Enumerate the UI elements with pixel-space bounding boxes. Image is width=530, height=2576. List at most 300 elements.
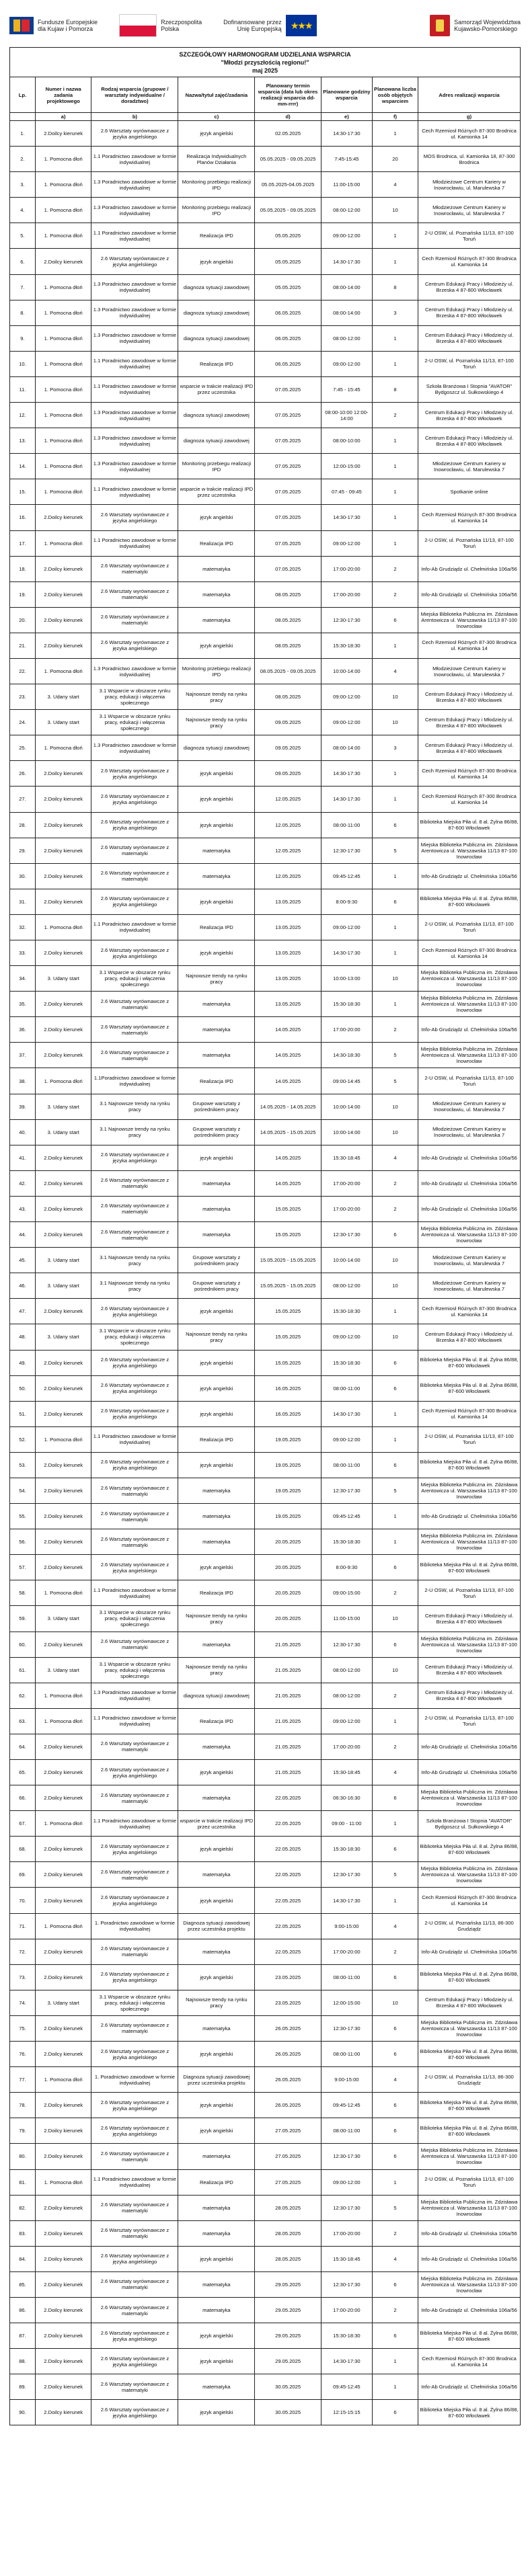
cell-liczba: 10 [372, 710, 418, 735]
cell-lp: 77. [10, 2067, 36, 2093]
cell-adres: Cech Rzemiosł Różnych 87-300 Brodnica ul. Kamionka 14 [418, 2349, 521, 2374]
cell-godziny: 10:00-14:00 [321, 1248, 372, 1273]
cell-zadanie: 2.Doilcy kierunek [35, 2271, 91, 2297]
cell-termin: 12.05.2025 [255, 863, 321, 889]
cell-lp: 28. [10, 812, 36, 838]
cell-godziny: 08:00-11:00 [321, 1964, 372, 1990]
cell-rodzaj: 1.1 Poradnictwo zawodowe w formie indywidualnej [91, 1580, 178, 1606]
cell-lp: 47. [10, 1299, 36, 1324]
title-line2: "Młodzi przyszłością regionu!" [221, 59, 309, 66]
cell-liczba: 10 [372, 1119, 418, 1145]
cell-termin: 26.05.2025 [255, 2093, 321, 2118]
cell-termin: 07.05.2025 [255, 530, 321, 556]
cell-rodzaj: 2.6 Warsztaty wyrównawcze z języka angielskiego [91, 633, 178, 658]
cell-lp: 81. [10, 2169, 36, 2195]
cell-liczba: 5 [372, 1862, 418, 1888]
cell-termin: 13.05.2025 [255, 889, 321, 914]
letter-cell: g) [418, 113, 521, 121]
cell-nazwa: język angielski [178, 1555, 255, 1580]
cell-nazwa: Realizacja IPD [178, 914, 255, 940]
table-row [10, 658, 521, 684]
cell-godziny: 17:00-20:00 [321, 1196, 372, 1221]
cell-rodzaj: 2.6 Warsztaty wyrównawcze z matematyki [91, 2195, 178, 2220]
table-row [10, 325, 521, 351]
cell-liczba: 1 [372, 2374, 418, 2400]
table-row [10, 2246, 521, 2271]
cell-adres: Info-Ab Grudziądz ul. Chełmińska 106a/56 [418, 1760, 521, 1785]
cell-godziny: 12:30-17:30 [321, 607, 372, 633]
cell-godziny: 14:30-17:30 [321, 505, 372, 530]
cell-rodzaj: 2.6 Warsztaty wyrównawcze z matematyki [91, 607, 178, 633]
cell-zadanie: 1. Pomocna dłoń [35, 1426, 91, 1452]
cell-rodzaj: 2.6 Warsztaty wyrównawcze z matematyki [91, 1785, 178, 1811]
cell-termin: 07.05.2025 [255, 376, 321, 402]
table-row [10, 403, 521, 428]
cell-godziny: 08:00-11:00 [321, 1375, 372, 1401]
cell-godziny: 17:00-20:00 [321, 1734, 372, 1759]
cell-zadanie: 2.Doilcy kierunek [35, 1862, 91, 1888]
cell-godziny: 06:30-16:30 [321, 1785, 372, 1811]
cell-rodzaj: 2.6 Warsztaty wyrównawcze z języka angielskiego [91, 249, 178, 274]
cell-termin: 19.05.2025 [255, 1452, 321, 1478]
header-lp: Lp. [10, 77, 36, 113]
table-row [10, 1529, 521, 1555]
cell-godziny: 15:30-18:30 [321, 1837, 372, 1862]
cell-rodzaj: 2.6 Warsztaty wyrównawcze z języka angielskiego [91, 1760, 178, 1785]
table-row [10, 1170, 521, 1196]
cell-godziny: 14:30-17:30 [321, 2349, 372, 2374]
cell-liczba: 1 [372, 940, 418, 966]
schedule-table [9, 77, 521, 2425]
cell-lp: 50. [10, 1375, 36, 1401]
cell-liczba: 4 [372, 172, 418, 198]
cell-rodzaj: 3.1 Wsparcie w obszarze rynku pracy, edukacji i włączenia społecznego [91, 684, 178, 710]
cell-godziny: 12:30-17:30 [321, 2195, 372, 2220]
cell-liczba: 1 [372, 1299, 418, 1324]
cell-godziny: 09:00-12:00 [321, 351, 372, 376]
cell-liczba: 2 [372, 1017, 418, 1043]
cell-lp: 74. [10, 1990, 36, 2015]
cell-liczba: 10 [372, 684, 418, 710]
cell-liczba: 6 [372, 889, 418, 914]
cell-termin: 14.05.2025 [255, 1043, 321, 1068]
cell-godziny: 15:30-18:30 [321, 1299, 372, 1324]
cell-godziny: 14:30-17:30 [321, 761, 372, 787]
cell-godziny: 15:30-18:30 [321, 1529, 372, 1555]
cell-liczba: 1 [372, 1888, 418, 1913]
table-row [10, 2323, 521, 2349]
cell-nazwa: język angielski [178, 761, 255, 787]
cell-godziny: 8:00-9:30 [321, 1555, 372, 1580]
table-row [10, 274, 521, 300]
cell-nazwa: język angielski [178, 633, 255, 658]
cell-nazwa: język angielski [178, 1452, 255, 1478]
cell-godziny: 15:30-18:30 [321, 1350, 372, 1375]
cell-adres: Młodzieżowe Centrum Kariery w Inowrocławiu, ul. Marulewska 7 [418, 1273, 521, 1299]
cell-godziny: 17:00-20:00 [321, 556, 372, 581]
cell-nazwa: matematyka [178, 1017, 255, 1043]
cell-godziny: 12:00-15:00 [321, 454, 372, 479]
cell-zadanie: 1. Pomocna dłoń [35, 454, 91, 479]
cell-termin: 21.05.2025 [255, 1657, 321, 1683]
cell-lp: 83. [10, 2220, 36, 2246]
cell-nazwa: wsparcie w trakcie realizacji IPD przez uczestnika [178, 479, 255, 505]
cell-liczba: 5 [372, 838, 418, 863]
table-row [10, 1760, 521, 1785]
cell-lp: 34. [10, 966, 36, 992]
table-row [10, 1888, 521, 1913]
cell-lp: 60. [10, 1632, 36, 1657]
header-liczba: Planowana liczba osób objętych wsparciem [372, 77, 418, 113]
cell-lp: 53. [10, 1452, 36, 1478]
cell-rodzaj: 1.1 Poradnictwo zawodowe w formie indywidualnej [91, 2169, 178, 2195]
cell-lp: 41. [10, 1145, 36, 1170]
cell-termin: 30.05.2025 [255, 2374, 321, 2400]
table-row [10, 863, 521, 889]
cell-termin: 22.05.2025 [255, 1837, 321, 1862]
cell-adres: Biblioteka Miejska Piła ul. 8 al. Żylna 86/88, 87-600 Włocławek [418, 2118, 521, 2144]
cell-lp: 49. [10, 1350, 36, 1375]
cell-termin: 14.05.2025 [255, 1068, 321, 1094]
table-row [10, 2067, 521, 2093]
cell-lp: 40. [10, 1119, 36, 1145]
cell-nazwa: matematyka [178, 2195, 255, 2220]
cell-zadanie: 1. Pomocna dłoń [35, 300, 91, 325]
cell-zadanie: 1. Pomocna dłoń [35, 1913, 91, 1939]
cell-zadanie: 2.Doilcy kierunek [35, 1452, 91, 1478]
cell-termin: 27.05.2025 [255, 2144, 321, 2169]
cell-lp: 56. [10, 1529, 36, 1555]
cell-godziny: 7:45-15:45 [321, 147, 372, 172]
cell-liczba: 10 [372, 1273, 418, 1299]
cell-zadanie: 2.Doilcy kierunek [35, 863, 91, 889]
cell-rodzaj: 2.6 Warsztaty wyrównawcze z języka angielskiego [91, 121, 178, 147]
table-row [10, 1299, 521, 1324]
cell-liczba: 1 [372, 633, 418, 658]
table-row [10, 454, 521, 479]
cell-rodzaj: 2.6 Warsztaty wyrównawcze z matematyki [91, 2015, 178, 2041]
cell-lp: 36. [10, 1017, 36, 1043]
cell-nazwa: język angielski [178, 1401, 255, 1426]
letter-cell: b) [91, 113, 178, 121]
table-row [10, 505, 521, 530]
table-row [10, 1657, 521, 1683]
cell-adres: Młodzieżowe Centrum Kariery w Inowrocławiu, ul. Marulewska 7 [418, 1248, 521, 1273]
cell-godziny: 14:30-17:30 [321, 1401, 372, 1426]
letter-cell: c) [178, 113, 255, 121]
cell-liczba: 1 [372, 1504, 418, 1529]
cell-liczba: 6 [372, 2015, 418, 2041]
cell-liczba: 1 [372, 914, 418, 940]
cell-zadanie: 1. Pomocna dłoń [35, 223, 91, 249]
cell-lp: 22. [10, 658, 36, 684]
cell-lp: 55. [10, 1504, 36, 1529]
cell-rodzaj: 2.6 Warsztaty wyrównawcze z matematyki [91, 2271, 178, 2297]
cell-liczba: 6 [372, 2271, 418, 2297]
cell-adres: Centrum Edukacji Pracy i Młodzieży ul. Brzeska 4 87-800 Włocławek [418, 325, 521, 351]
cell-liczba: 5 [372, 1068, 418, 1094]
cell-godziny: 08:00-12:00 [321, 198, 372, 223]
cell-nazwa: język angielski [178, 1964, 255, 1990]
cell-termin: 09.05.2025 [255, 710, 321, 735]
cell-liczba: 20 [372, 147, 418, 172]
cell-lp: 44. [10, 1222, 36, 1248]
cell-rodzaj: 3.1 Wsparcie w obszarze rynku pracy, edukacji i włączenia społecznego [91, 1606, 178, 1632]
cell-adres: Miejska Biblioteka Publiczna im. Zdzisława Arentowicza ul. Warszawska 11/13 87-100 Inowrocław [418, 1478, 521, 1503]
cell-adres: 2-U OSW, ul. Poznańska 11/13, 86-300 Grudziądz [418, 1913, 521, 1939]
cell-rodzaj: 1.1 Poradnictwo zawodowe w formie indywidualnej [91, 530, 178, 556]
cell-zadanie: 2.Doilcy kierunek [35, 1043, 91, 1068]
cell-godziny: 12:30-17:30 [321, 2015, 372, 2041]
cell-termin: 07.05.2025 [255, 505, 321, 530]
cell-rodzaj: 2.6 Warsztaty wyrównawcze z matematyki [91, 2220, 178, 2246]
cell-rodzaj: 2.6 Warsztaty wyrównawcze z języka angielskiego [91, 1452, 178, 1478]
cell-rodzaj: 3.1 Wsparcie w obszarze rynku pracy, edukacji i włączenia społecznego [91, 1990, 178, 2015]
cell-nazwa: język angielski [178, 1837, 255, 1862]
cell-termin: 29.05.2025 [255, 2271, 321, 2297]
table-row [10, 2271, 521, 2297]
cell-adres: Info-Ab Grudziądz ul. Chełmińska 106a/56 [418, 2220, 521, 2246]
cell-lp: 51. [10, 1401, 36, 1426]
table-row [10, 1375, 521, 1401]
cell-nazwa: Realizacja IPD [178, 530, 255, 556]
cell-rodzaj: 1.1Poradnictwo zawodowe w formie indywidualnej [91, 1068, 178, 1094]
cell-lp: 88. [10, 2349, 36, 2374]
cell-liczba: 10 [372, 1094, 418, 1119]
cell-godziny: 12:00-15:00 [321, 1990, 372, 2015]
cell-adres: Info-Ab Grudziądz ul. Chełmińska 106a/56 [418, 2246, 521, 2271]
cell-godziny: 12:30-17:30 [321, 1222, 372, 1248]
cell-zadanie: 1. Pomocna dłoń [35, 1683, 91, 1708]
cell-zadanie: 2.Doilcy kierunek [35, 812, 91, 838]
cell-termin: 22.05.2025 [255, 1862, 321, 1888]
cell-nazwa: matematyka [178, 1862, 255, 1888]
cell-lp: 75. [10, 2015, 36, 2041]
cell-rodzaj: 1.1 Poradnictwo zawodowe w formie indywidualnej [91, 1426, 178, 1452]
cell-termin: 28.05.2025 [255, 2220, 321, 2246]
cell-liczba: 1 [372, 505, 418, 530]
cell-nazwa: język angielski [178, 1350, 255, 1375]
cell-lp: 65. [10, 1760, 36, 1785]
cell-zadanie: 3. Udany start [35, 1657, 91, 1683]
table-row [10, 1555, 521, 1580]
cell-adres: Miejska Biblioteka Publiczna im. Zdzisława Arentowicza ul. Warszawska 11/13 87-100 Inowrocław [418, 607, 521, 633]
table-row [10, 2220, 521, 2246]
cell-rodzaj: 1.1 Poradnictwo zawodowe w formie indywidualnej [91, 147, 178, 172]
cell-rodzaj: 2.6 Warsztaty wyrównawcze z języka angielskiego [91, 1401, 178, 1426]
cell-nazwa: Najnowsze trendy na rynku pracy [178, 1324, 255, 1350]
cell-nazwa: diagnoza sytuacji zawodowej [178, 1683, 255, 1708]
table-row [10, 2042, 521, 2067]
header-zadanie: Numer i nazwa zadania projektowego [35, 77, 91, 113]
cell-nazwa: matematyka [178, 1529, 255, 1555]
cell-zadanie: 2.Doilcy kierunek [35, 1478, 91, 1503]
cell-nazwa: język angielski [178, 812, 255, 838]
cell-lp: 39. [10, 1094, 36, 1119]
cell-adres: Miejska Biblioteka Publiczna im. Zdzisława Arentowicza ul. Warszawska 11/13 87-100 Inowrocław [418, 1862, 521, 1888]
cell-godziny: 09:00-12:00 [321, 710, 372, 735]
cell-nazwa: język angielski [178, 505, 255, 530]
cell-adres: Info-Ab Grudziądz ul. Chełmińska 106a/56 [418, 863, 521, 889]
cell-zadanie: 3. Udany start [35, 1119, 91, 1145]
cell-liczba: 1 [372, 992, 418, 1017]
cell-godziny: 10:00-14:00 [321, 658, 372, 684]
cell-godziny: 17:00-20:00 [321, 581, 372, 607]
cell-nazwa: matematyka [178, 2374, 255, 2400]
cell-nazwa: język angielski [178, 249, 255, 274]
header-adres: Adres realizacji wsparcia [418, 77, 521, 113]
cell-nazwa: diagnoza sytuacji zawodowej [178, 274, 255, 300]
cell-adres: Centrum Edukacji Pracy i Młodzieży ul. Brzeska 4 87-800 Włocławek [418, 710, 521, 735]
cell-nazwa: język angielski [178, 121, 255, 147]
eu-logo [223, 15, 317, 36]
cell-godziny: 9:00-15:00 [321, 1913, 372, 1939]
cell-nazwa: język angielski [178, 1760, 255, 1785]
cell-nazwa: Grupowe warsztaty z pośrednikiem pracy [178, 1248, 255, 1273]
cell-termin: 14.05.2025 [255, 1145, 321, 1170]
cell-godziny: 11:00-15:00 [321, 172, 372, 198]
schedule-title [9, 47, 521, 77]
cell-nazwa: matematyka [178, 607, 255, 633]
cell-liczba: 6 [372, 1837, 418, 1862]
cell-liczba: 6 [372, 2323, 418, 2349]
cell-godziny: 09:45-12:45 [321, 863, 372, 889]
cell-termin: 22.05.2025 [255, 1888, 321, 1913]
cell-termin: 28.05.2025 [255, 2246, 321, 2271]
cell-lp: 17. [10, 530, 36, 556]
letter-cell: e) [321, 113, 372, 121]
cell-lp: 54. [10, 1478, 36, 1503]
table-row [10, 1248, 521, 1273]
cell-lp: 46. [10, 1273, 36, 1299]
cell-liczba: 6 [372, 1452, 418, 1478]
cell-lp: 12. [10, 403, 36, 428]
cell-rodzaj: 1.3 Poradnictwo zawodowe w formie indywidualnej [91, 300, 178, 325]
cell-godziny: 08:00-14:00 [321, 300, 372, 325]
cell-adres: Miejska Biblioteka Publiczna im. Zdzisława Arentowicza ul. Warszawska 11/13 87-100 Inowrocław [418, 1222, 521, 1248]
cell-rodzaj: 2.6 Warsztaty wyrównawcze z matematyki [91, 1222, 178, 1248]
cell-nazwa: język angielski [178, 889, 255, 914]
cell-nazwa: język angielski [178, 2093, 255, 2118]
cell-liczba: 4 [372, 1913, 418, 1939]
cell-liczba: 4 [372, 1760, 418, 1785]
cell-nazwa: diagnoza sytuacji zawodowej [178, 403, 255, 428]
cell-lp: 87. [10, 2323, 36, 2349]
cell-nazwa: język angielski [178, 1375, 255, 1401]
cell-lp: 59. [10, 1606, 36, 1632]
cell-liczba: 1 [372, 1401, 418, 1426]
cell-lp: 63. [10, 1708, 36, 1734]
cell-adres: Biblioteka Miejska Piła ul. 8 al. Żylna 86/88, 87-600 Włocławek [418, 889, 521, 914]
cell-termin: 29.05.2025 [255, 2323, 321, 2349]
cell-adres: Biblioteka Miejska Piła ul. 8 al. Żylna 86/88, 87-600 Włocławek [418, 1964, 521, 1990]
cell-termin: 21.05.2025 [255, 1632, 321, 1657]
table-row [10, 1017, 521, 1043]
cell-godziny: 09:00-12:00 [321, 1708, 372, 1734]
cell-godziny: 08:00-11:00 [321, 812, 372, 838]
table-row [10, 1990, 521, 2015]
cell-adres: Info-Ab Grudziądz ul. Chełmińska 106a/56 [418, 1734, 521, 1759]
cell-liczba: 4 [372, 658, 418, 684]
cell-zadanie: 2.Doilcy kierunek [35, 556, 91, 581]
cell-liczba: 2 [372, 556, 418, 581]
table-row [10, 1196, 521, 1221]
cell-zadanie: 1. Pomocna dłoń [35, 403, 91, 428]
cell-termin: 12.05.2025 [255, 812, 321, 838]
cell-rodzaj: 2.6 Warsztaty wyrównawcze z języka angielskiego [91, 2042, 178, 2067]
cell-lp: 45. [10, 1248, 36, 1273]
cell-godziny: 7:45 - 15:45 [321, 376, 372, 402]
cell-termin: 23.05.2025 [255, 1990, 321, 2015]
schedule-body [10, 121, 521, 2425]
cell-adres: Miejska Biblioteka Publiczna im. Zdzisława Arentowicza ul. Warszawska 11/13 87-100 Inowrocław [418, 1043, 521, 1068]
cell-liczba: 2 [372, 1196, 418, 1221]
table-row [10, 812, 521, 838]
cell-liczba: 1 [372, 787, 418, 812]
cell-liczba: 6 [372, 812, 418, 838]
cell-zadanie: 2.Doilcy kierunek [35, 1888, 91, 1913]
cell-termin: 15.05.2025 [255, 1222, 321, 1248]
cell-termin: 21.05.2025 [255, 1760, 321, 1785]
cell-rodzaj: 2.6 Warsztaty wyrównawcze z matematyki [91, 581, 178, 607]
table-row [10, 2400, 521, 2425]
cell-adres: Miejska Biblioteka Publiczna im. Zdzisława Arentowicza ul. Warszawska 11/13 87-100 Inowrocław [418, 1529, 521, 1555]
cell-termin: 20.05.2025 [255, 1555, 321, 1580]
cell-nazwa: wsparcie w trakcie realizacji IPD przez uczestnika [178, 376, 255, 402]
cell-godziny: 09:45-12:45 [321, 2093, 372, 2118]
cell-adres: 2-U OSW, ul. Poznańska 11/13, 87-100 Toruń [418, 914, 521, 940]
cell-godziny: 08:00-14:00 [321, 735, 372, 761]
cell-godziny: 11:00-15:00 [321, 1606, 372, 1632]
cell-termin: 06.05.2025 [255, 325, 321, 351]
cell-adres: Info-Ab Grudziądz ul. Chełmińska 106a/56 [418, 1504, 521, 1529]
cell-rodzaj: 1.3 Poradnictwo zawodowe w formie indywidualnej [91, 1683, 178, 1708]
cell-lp: 23. [10, 684, 36, 710]
cell-termin: 13.05.2025 [255, 940, 321, 966]
cell-termin: 15.05.2025 - 15.05.2025 [255, 1248, 321, 1273]
table-row [10, 1964, 521, 1990]
cell-zadanie: 1. Pomocna dłoń [35, 735, 91, 761]
pl-logo [119, 14, 202, 37]
cell-rodzaj: 2.6 Warsztaty wyrównawcze z matematyki [91, 1734, 178, 1759]
cell-nazwa: diagnoza sytuacji zawodowej [178, 300, 255, 325]
cell-adres: Biblioteka Miejska Piła ul. 8 al. Żylna 86/88, 87-600 Włocławek [418, 1555, 521, 1580]
cell-liczba: 6 [372, 1350, 418, 1375]
cell-godziny: 10:00-14:00 [321, 1094, 372, 1119]
cell-liczba: 6 [372, 1555, 418, 1580]
cell-adres: Młodzieżowe Centrum Kariery w Inowrocławiu, ul. Marulewska 7 [418, 1094, 521, 1119]
cell-lp: 66. [10, 1785, 36, 1811]
cell-nazwa: diagnoza sytuacji zawodowej [178, 325, 255, 351]
cell-godziny: 15:30-18:45 [321, 1145, 372, 1170]
cell-adres: MOS Brodnica, ul. Kamionka 18, 87-300 Brodnica [418, 147, 521, 172]
cell-godziny: 09:00-12:00 [321, 223, 372, 249]
table-row [10, 223, 521, 249]
cell-termin: 15.05.2025 - 15.05.2025 [255, 1273, 321, 1299]
cell-liczba: 1 [372, 1529, 418, 1555]
cell-adres: Info-Ab Grudziądz ul. Chełmińska 106a/56 [418, 2374, 521, 2400]
cell-adres: Info-Ab Grudziądz ul. Chełmińska 106a/56 [418, 556, 521, 581]
table-row [10, 2297, 521, 2323]
cell-lp: 71. [10, 1913, 36, 1939]
cell-rodzaj: 2.6 Warsztaty wyrównawcze z matematyki [91, 838, 178, 863]
cell-nazwa: Najnowsze trendy na rynku pracy [178, 966, 255, 992]
cell-lp: 43. [10, 1196, 36, 1221]
cell-rodzaj: 1.1 Poradnictwo zawodowe w formie indywidualnej [91, 914, 178, 940]
cell-liczba: 6 [372, 2118, 418, 2144]
cell-nazwa: diagnoza sytuacji zawodowej [178, 428, 255, 454]
cell-lp: 6. [10, 249, 36, 274]
